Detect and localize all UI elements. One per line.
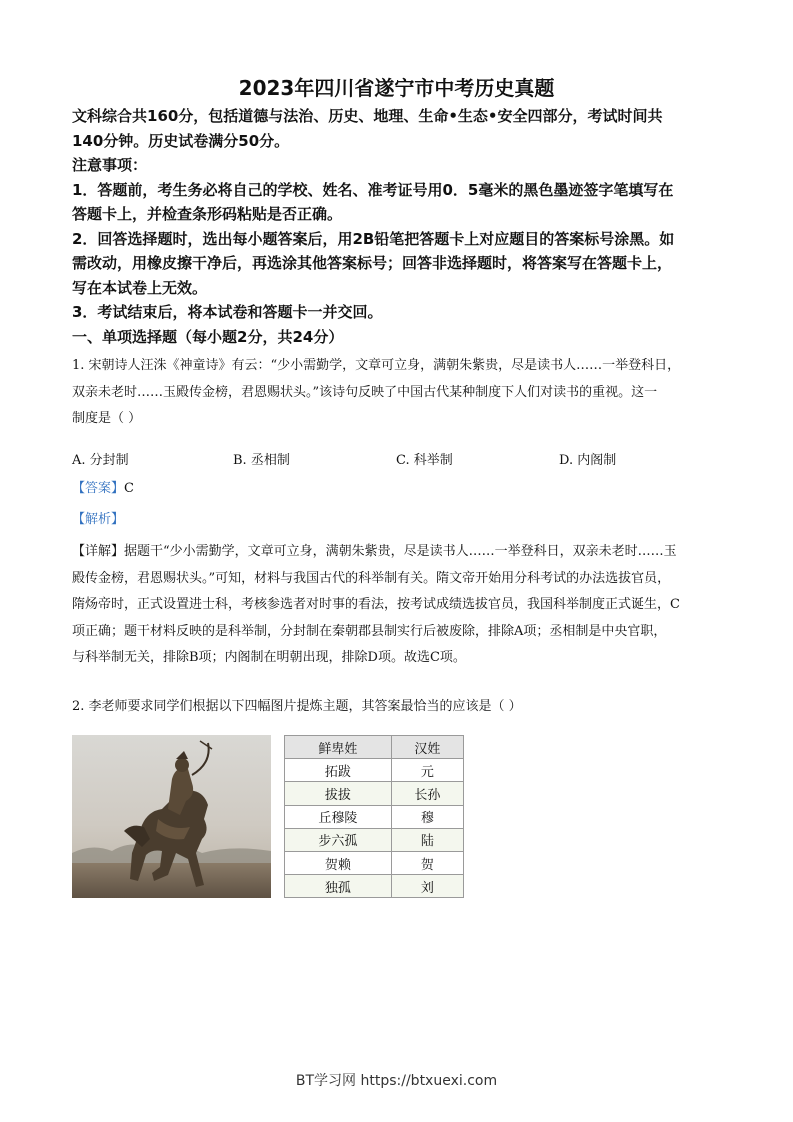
question-line: 制度是（ ） [72,411,142,426]
analysis-label: 【解析】 [72,512,125,527]
question-line: 双亲未老时……玉殿传金榜，君恩赐状头。”该诗句反映了中国古代某种制度下人们对读书的重视。这一 [72,384,658,400]
intro-text [72,104,722,349]
option-a: A. 分封制 [72,453,129,468]
intro-line: 140分钟。历史试卷满分50分。 [72,131,290,150]
question-2: 2. 李老师要求同学们根据以下四幅图片提炼主题，其答案最恰当的应该是（ ） [72,699,522,714]
table-header-row [285,736,464,759]
detail-explanation [72,539,722,672]
table-row: 丘穆陵 穆 [285,805,464,828]
detail-line: 殿传金榜，君恩赐状头。”可知，材料与我国古代的科举制有关。隋文帝开始用分科考试的办法选拔官员， [72,570,671,586]
option-d: D. 内阁制 [559,453,617,468]
answer-label: 【答案】 [72,481,125,496]
table-header: 汉姓 [391,736,463,759]
page-title: 2023年四川省遂宁市中考历史真题 [238,76,555,100]
section-heading: 一、单项选择题（每小题2分，共24分） [72,327,344,346]
option-c: C. 科举制 [396,453,453,468]
detail-label: 【详解】 [72,544,125,559]
detail-line: 与科举制无关，排除B项；内阁制在明朝出现，排除D项。故选C项。 [72,650,466,665]
table-row: 拔拔 长孙 [285,782,464,805]
notice-line: 2．回答选择题时，选出每小题答案后，用2B铅笔把答题卡上对应题目的答案标号涂黑。如 [72,229,675,248]
notice-line: 1．答题前，考生务必将自己的学校、姓名、准考证号用0．5毫米的黑色墨迹签字笔填写在 [72,180,674,199]
notice-line: 答题卡上，并检查条形码粘贴是否正确。 [72,205,343,223]
intro-line: 文科综合共160分，包括道德与法治、历史、地理、生命•生态•安全四部分，考试时间共 [72,107,663,125]
surname-table [284,735,464,898]
table-header: 鲜卑姓 [285,736,392,759]
detail-line: 项正确；题干材料反映的是科举制，分封制在秦朝郡县制实行后被废除，排除A项；丞相制是中央官职， [72,623,667,639]
table-row: 步六孤 陆 [285,828,464,851]
answer-line [72,476,722,503]
detail-line: 【详解】据题干“少小需勤学，文章可立身，满朝朱紫贵，尽是读书人……一举登科日，双亲未老时……玉 [72,544,677,559]
option-b: B. 丞相制 [233,453,290,468]
notice-heading: 注意事项： [72,156,148,174]
notice-line: 写在本试卷上无效。 [72,278,208,297]
equestrian-statue-photo [72,735,271,898]
table-row: 拓跋 元 [285,759,464,782]
site-footer: BT学习网 https://btxuexi.com [295,1073,498,1089]
table-row: 独孤 刘 [285,875,464,898]
table-row: 贺赖 贺 [285,851,464,874]
notice-line: 需改动，用橡皮擦干净后，再选涂其他答案标号；回答非选择题时，将答案写在答题卡上， [72,254,673,272]
question-1 [72,353,722,433]
detail-line: 隋炀帝时，正式设置进士科，考核参选者对时事的看法，按考试成绩选拔官员，我国科举制度正式诞生，C [72,597,680,612]
answer-value: C [124,481,134,496]
notice-line: 3．考试结束后，将本试卷和答题卡一并交回。 [72,303,383,321]
question-line: 1. 宋朝诗人汪洙《神童诗》有云：“少小需勤学，文章可立身，满朝朱紫贵，尽是读书人……一举登科日， [72,358,681,373]
question-1-options [72,449,722,469]
